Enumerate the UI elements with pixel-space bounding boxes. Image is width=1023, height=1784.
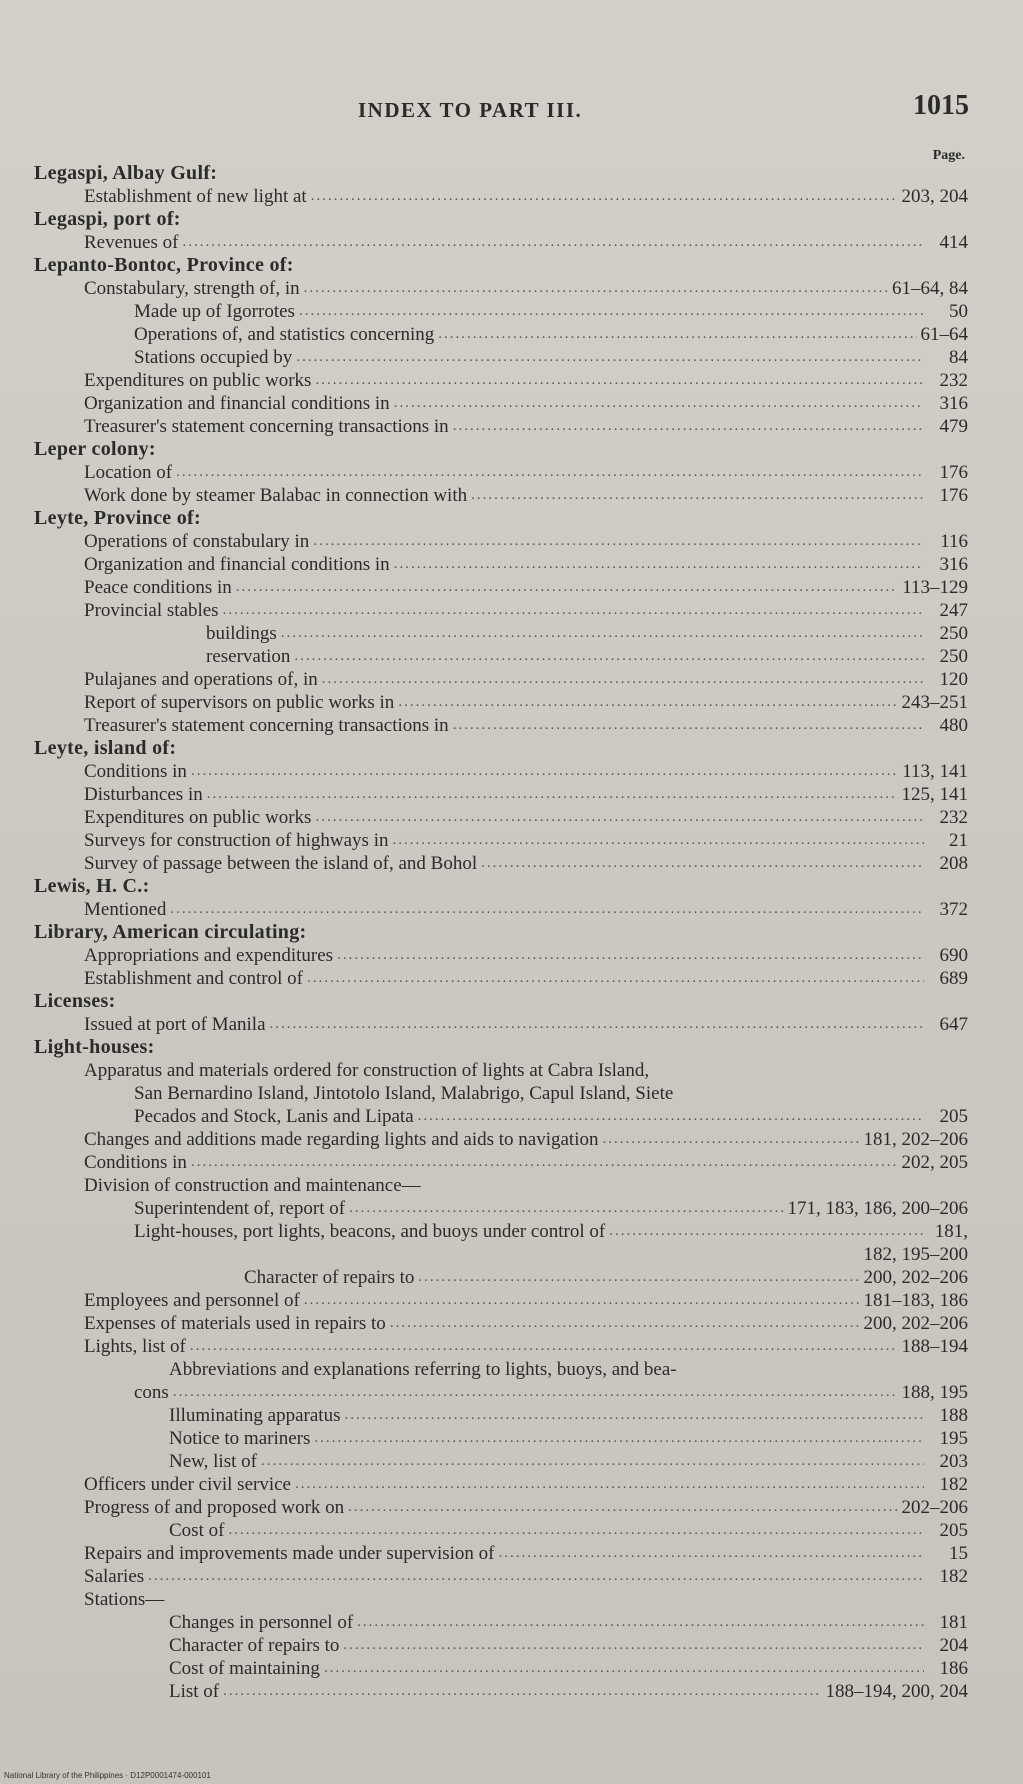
dot-leader: [499, 1542, 924, 1565]
dot-leader: [390, 1312, 860, 1335]
entry-text: Conditions in: [84, 761, 187, 782]
entry-text: Peace conditions in: [84, 577, 232, 598]
index-entry: [34, 1243, 974, 1266]
dot-leader: [304, 1289, 860, 1312]
dot-leader: [315, 806, 924, 829]
index-entry: [34, 1358, 974, 1381]
entry-page: 372: [939, 899, 968, 920]
dot-leader: [349, 1197, 783, 1220]
index-entry: [34, 277, 974, 300]
dot-leader: [191, 1151, 898, 1174]
entry-text: Revenues of: [84, 232, 179, 253]
index-heading: [34, 254, 974, 277]
entry-page: 84: [949, 347, 968, 368]
index-entry: [34, 967, 974, 990]
index-entry: [34, 323, 974, 346]
dot-leader: [337, 944, 924, 967]
index-entry: [34, 1312, 974, 1335]
entry-page: 195: [939, 1428, 968, 1449]
dot-leader: [398, 691, 897, 714]
page-column-label: Page.: [932, 148, 965, 163]
index-entry: [34, 1565, 974, 1588]
entry-text: Cost of: [169, 1520, 225, 1541]
dot-leader: [348, 1496, 897, 1519]
page-number: 1015: [913, 90, 969, 121]
page-header: [0, 90, 1023, 130]
entry-page: 21: [949, 830, 968, 851]
index-entry: [34, 1220, 974, 1243]
entry-page: 186: [939, 1658, 968, 1679]
dot-leader: [344, 1404, 924, 1427]
dot-leader: [392, 829, 924, 852]
dot-leader: [295, 1473, 924, 1496]
dot-leader: [418, 1266, 859, 1289]
entry-page: 202–206: [901, 1497, 968, 1518]
index-entry: [34, 1496, 974, 1519]
entry-text: Repairs and improvements made under supervision of: [84, 1543, 495, 1564]
entry-page: 316: [939, 393, 968, 414]
page-title: INDEX TO PART III.: [358, 98, 583, 122]
entry-page: 61–64, 84: [892, 278, 968, 299]
index-entry: [34, 369, 974, 392]
dot-leader: [182, 231, 924, 254]
dot-leader: [170, 898, 924, 921]
entry-text: Character of repairs to: [244, 1267, 415, 1288]
index-entry: [34, 1680, 974, 1703]
entry-page: 125, 141: [901, 784, 968, 805]
entry-page: 689: [939, 968, 968, 989]
index-entry: [34, 898, 974, 921]
entry-text: Stations—: [84, 1589, 165, 1610]
entry-page: 247: [939, 600, 968, 621]
entry-text: Organization and financial conditions in: [84, 393, 390, 414]
index-entry: [34, 1082, 974, 1105]
entry-page: 203: [939, 1451, 968, 1472]
entry-page: 116: [940, 531, 968, 552]
dot-leader: [148, 1565, 924, 1588]
index-entry: [34, 1450, 974, 1473]
entry-page: 176: [939, 485, 968, 506]
index-entry: [34, 1151, 974, 1174]
entry-text: Notice to mariners: [169, 1428, 311, 1449]
entry-page: 232: [939, 807, 968, 828]
entry-text: Apparatus and materials ordered for construction of lights at Cabra Island,: [84, 1060, 650, 1081]
entry-text: Work done by steamer Balabac in connection with: [84, 485, 468, 506]
entry-text: Conditions in: [84, 1152, 187, 1173]
dot-leader: [343, 1634, 924, 1657]
index-entry: [34, 553, 974, 576]
index-heading: [34, 208, 974, 231]
entry-text: Legaspi, Albay Gulf:: [34, 162, 218, 184]
entry-page: 120: [939, 669, 968, 690]
entry-text: Division of construction and maintenance—: [84, 1175, 421, 1196]
index-entry: [34, 783, 974, 806]
index-entry: [34, 1266, 974, 1289]
entry-text: Constabulary, strength of, in: [84, 278, 300, 299]
dot-leader: [207, 783, 898, 806]
index-entry: [34, 346, 974, 369]
dot-leader: [453, 714, 924, 737]
entry-page: 208: [939, 853, 968, 874]
index-heading: [34, 1036, 974, 1059]
entry-page: 200, 202–206: [863, 1313, 968, 1334]
entry-page: 113–129: [902, 577, 968, 598]
entry-text: Location of: [84, 462, 173, 483]
index-heading: [34, 875, 974, 898]
dot-leader: [296, 346, 924, 369]
entry-text: Issued at port of Manila: [84, 1014, 266, 1035]
dot-leader: [471, 484, 924, 507]
entry-text: Abbreviations and explanations referring to lights, buoys, and bea-: [169, 1359, 677, 1380]
index-entry: [34, 231, 974, 254]
entry-text: Disturbances in: [84, 784, 203, 805]
dot-leader: [190, 1335, 898, 1358]
entry-text: Salaries: [84, 1566, 145, 1587]
index-entry: [34, 1473, 974, 1496]
index-entry: [34, 1013, 974, 1036]
entry-page: 479: [939, 416, 968, 437]
dot-leader: [357, 1611, 924, 1634]
index-entry: [34, 714, 974, 737]
dot-leader: [281, 622, 924, 645]
index-entry: [34, 622, 974, 645]
entry-text: Lights, list of: [84, 1336, 186, 1357]
entry-page: 181,: [934, 1221, 968, 1242]
index-entry: [34, 1174, 974, 1197]
dot-leader: [304, 277, 888, 300]
entry-text: Expenditures on public works: [84, 370, 312, 391]
index-entry: [34, 1381, 974, 1404]
entry-page: 203, 204: [901, 186, 968, 207]
index-entry: [34, 461, 974, 484]
dot-leader: [438, 323, 916, 346]
dot-leader: [394, 553, 924, 576]
dot-leader: [299, 300, 924, 323]
entry-text: Expenditures on public works: [84, 807, 312, 828]
entry-text: buildings: [206, 623, 277, 644]
entry-page: 250: [939, 646, 968, 667]
dot-leader: [173, 1381, 898, 1404]
entry-text: Changes in personnel of: [169, 1612, 354, 1633]
dot-leader: [223, 599, 924, 622]
entry-text: Leyte, Province of:: [34, 507, 201, 529]
dot-leader: [609, 1220, 924, 1243]
dot-leader: [481, 852, 924, 875]
entry-page: 232: [939, 370, 968, 391]
dot-leader: [223, 1680, 821, 1703]
dot-leader: [270, 1013, 924, 1036]
entry-text: Library, American circulating:: [34, 921, 307, 943]
entry-text: Establishment of new light at: [84, 186, 307, 207]
index-entry: [34, 1404, 974, 1427]
index-heading: [34, 737, 974, 760]
entry-page: 188–194: [901, 1336, 968, 1357]
index-entry: [34, 1128, 974, 1151]
entry-text: Licenses:: [34, 990, 116, 1012]
entry-page: 480: [939, 715, 968, 736]
dot-leader: [236, 576, 898, 599]
entry-page: 188–194, 200, 204: [825, 1681, 968, 1702]
index-entry: [34, 1105, 974, 1128]
entry-text: Stations occupied by: [134, 347, 293, 368]
index-heading: [34, 438, 974, 461]
dot-leader: [322, 668, 924, 691]
dot-leader: [314, 1427, 924, 1450]
dot-leader: [307, 967, 924, 990]
entry-text: Made up of Igorrotes: [134, 301, 295, 322]
index-entry: [34, 185, 974, 208]
entry-text: Leyte, island of:: [34, 737, 177, 759]
index-entry: [34, 1059, 974, 1082]
dot-leader: [315, 369, 924, 392]
entry-page: 204: [939, 1635, 968, 1656]
index-entry: [34, 1427, 974, 1450]
entry-page: 188, 195: [901, 1382, 968, 1403]
dot-leader: [418, 1105, 924, 1128]
index-entry: [34, 1335, 974, 1358]
entry-page: 50: [949, 301, 968, 322]
entry-page: 690: [939, 945, 968, 966]
entry-page: 205: [939, 1106, 968, 1127]
dot-leader: [394, 392, 924, 415]
entry-text: Surveys for construction of highways in: [84, 830, 389, 851]
entry-page: 414: [939, 232, 968, 253]
entry-text: Leper colony:: [34, 438, 156, 460]
entry-text: List of: [169, 1681, 220, 1702]
index-entry: [34, 415, 974, 438]
index-entry: [34, 1657, 974, 1680]
dot-leader: [324, 1657, 924, 1680]
index-entry: [34, 576, 974, 599]
entry-text: Employees and personnel of: [84, 1290, 300, 1311]
index-entry: [34, 484, 974, 507]
index-entry: [34, 1197, 974, 1220]
dot-leader: [453, 415, 924, 438]
entry-page: 188: [939, 1405, 968, 1426]
entry-text: Legaspi, port of:: [34, 208, 181, 230]
dot-leader: [313, 530, 924, 553]
entry-text: Light-houses, port lights, beacons, and buoys under control of: [134, 1221, 606, 1242]
dot-leader: [191, 760, 898, 783]
entry-text: Officers under civil service: [84, 1474, 291, 1495]
entry-text: Provincial stables: [84, 600, 219, 621]
entry-text: Pecados and Stock, Lanis and Lipata: [134, 1106, 414, 1127]
entry-page: 250: [939, 623, 968, 644]
index-heading: [34, 162, 974, 185]
entry-page: 200, 202–206: [863, 1267, 968, 1288]
entry-text: Pulajanes and operations of, in: [84, 669, 318, 690]
entry-page: 181, 202–206: [863, 1129, 968, 1150]
index-entry: [34, 392, 974, 415]
entry-text: Superintendent of, report of: [134, 1198, 346, 1219]
entry-page: 647: [939, 1014, 968, 1035]
index-entry: [34, 806, 974, 829]
dot-leader: [294, 645, 924, 668]
entry-text: cons: [134, 1382, 169, 1403]
index-heading: [34, 921, 974, 944]
index-entry: [34, 852, 974, 875]
entry-text: Lewis, H. C.:: [34, 875, 150, 897]
entry-page: 176: [939, 462, 968, 483]
entry-text: Treasurer's statement concerning transactions in: [84, 715, 449, 736]
entry-text: Expenses of materials used in repairs to: [84, 1313, 386, 1334]
entry-page: 182: [939, 1566, 968, 1587]
entry-text: Operations of, and statistics concerning: [134, 324, 435, 345]
entry-text: Progress of and proposed work on: [84, 1497, 345, 1518]
entry-text: New, list of: [169, 1451, 257, 1472]
entry-text: Changes and additions made regarding lights and aids to navigation: [84, 1129, 599, 1150]
footer-source: National Library of the Philippines · D12P0001474-000101: [4, 1771, 211, 1780]
index-entry: [34, 1542, 974, 1565]
entry-text: Appropriations and expenditures: [84, 945, 334, 966]
index-heading: [34, 990, 974, 1013]
index-heading: [34, 507, 974, 530]
index-list: [34, 162, 974, 1703]
entry-page: 15: [949, 1543, 968, 1564]
entry-text: San Bernardino Island, Jintotolo Island, Malabrigo, Capul Island, Siete: [134, 1083, 674, 1104]
index-entry: [34, 1519, 974, 1542]
index-entry: [34, 668, 974, 691]
index-entry: [34, 944, 974, 967]
dot-leader: [176, 461, 924, 484]
entry-text: Lepanto-Bontoc, Province of:: [34, 254, 294, 276]
index-entry: [34, 530, 974, 553]
entry-page: 182, 195–200: [863, 1244, 968, 1265]
entry-text: reservation: [206, 646, 291, 667]
dot-leader: [261, 1450, 924, 1473]
entry-page: 113, 141: [902, 761, 968, 782]
dot-leader: [228, 1519, 924, 1542]
index-entry: [34, 300, 974, 323]
dot-leader: [311, 185, 898, 208]
entry-page: 243–251: [901, 692, 968, 713]
entry-page: 182: [939, 1474, 968, 1495]
index-entry: [34, 829, 974, 852]
index-entry: [34, 645, 974, 668]
entry-text: Illuminating apparatus: [169, 1405, 341, 1426]
index-entry: [34, 691, 974, 714]
entry-page: 205: [939, 1520, 968, 1541]
entry-text: Operations of constabulary in: [84, 531, 310, 552]
entry-page: 316: [939, 554, 968, 575]
entry-text: Establishment and control of: [84, 968, 303, 989]
entry-text: Report of supervisors on public works in: [84, 692, 395, 713]
entry-page: 61–64: [920, 324, 968, 345]
index-entry: [34, 1634, 974, 1657]
entry-page: 181: [939, 1612, 968, 1633]
index-entry: [34, 760, 974, 783]
entry-text: Organization and financial conditions in: [84, 554, 390, 575]
index-entry: [34, 599, 974, 622]
entry-text: Light-houses:: [34, 1036, 155, 1058]
entry-page: 171, 183, 186, 200–206: [787, 1198, 968, 1219]
dot-leader: [602, 1128, 859, 1151]
entry-page: 181–183, 186: [863, 1290, 968, 1311]
index-entry: [34, 1611, 974, 1634]
entry-text: Cost of maintaining: [169, 1658, 320, 1679]
index-entry: [34, 1289, 974, 1312]
entry-text: Treasurer's statement concerning transactions in: [84, 416, 449, 437]
entry-text: Mentioned: [84, 899, 167, 920]
index-entry: [34, 1588, 974, 1611]
entry-page: 202, 205: [901, 1152, 968, 1173]
entry-text: Character of repairs to: [169, 1635, 340, 1656]
entry-text: Survey of passage between the island of, and Bohol: [84, 853, 478, 874]
